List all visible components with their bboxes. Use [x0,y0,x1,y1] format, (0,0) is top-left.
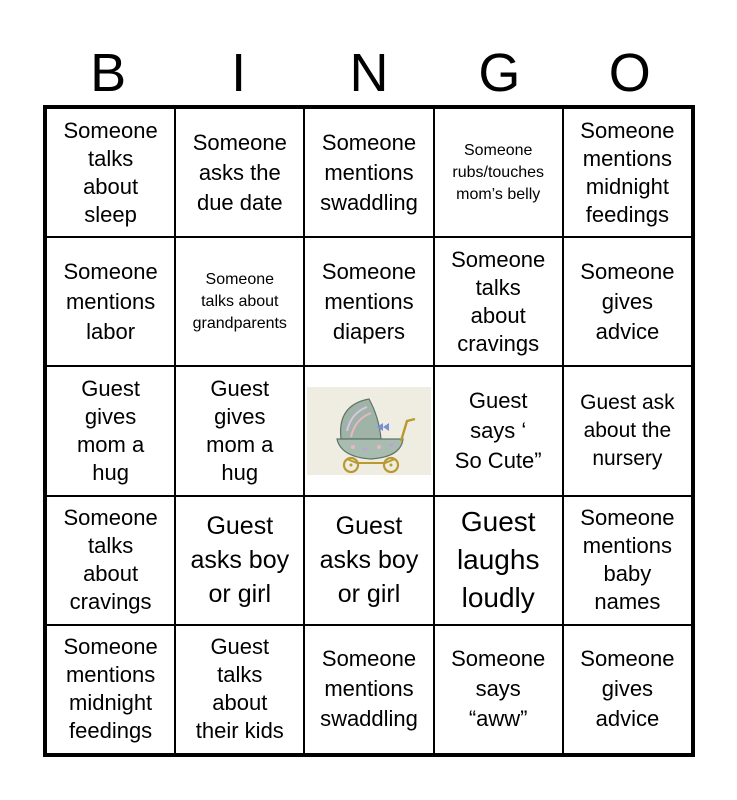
cell-text: Someone gives advice [580,258,675,344]
bingo-card [43,105,695,757]
cell-text: Guest says ‘ So Cute” [454,387,542,473]
header-letter-n: N [349,43,389,103]
bingo-cell-g5[interactable] [434,625,563,754]
header-letter-i: I [231,43,247,103]
cell-text: Guest gives mom a hug [76,375,145,485]
cell-text: Someone mentions midnight feedings [63,634,158,744]
cell-text: Guest ask about the nursery [580,390,675,470]
header-letter-b: B [90,43,127,103]
baby-carriage-icon [307,387,431,475]
cell-text: Someone talks about grandparents [192,270,287,332]
cell-text: Guest asks boy or girl [319,512,419,609]
bingo-cell-g1[interactable] [434,108,563,237]
bingo-cell-b1[interactable] [46,108,175,237]
cell-text: Someone gives advice [580,646,675,732]
bingo-cell-b5[interactable] [46,625,175,754]
cell-text: Guest talks about their kids [195,634,284,744]
bingo-cell-n5[interactable] [304,625,433,754]
bingo-cell-b2[interactable] [46,237,175,366]
cell-text: Someone rubs/touches mom’s belly [452,141,544,203]
cell-text: Someone talks about sleep [63,117,158,227]
bingo-cell-b3[interactable] [46,366,175,495]
cell-text: Someone mentions baby names [580,505,675,615]
cell-text: Someone mentions swaddling [320,129,418,215]
bingo-header [43,38,695,108]
cell-text: Guest laughs loudly [456,506,540,614]
cell-text: Someone mentions midnight feedings [580,117,675,227]
bingo-cell-i3[interactable] [175,366,304,495]
bingo-cell-g3[interactable] [434,366,563,495]
cell-text: Someone talks about cravings [451,246,546,356]
bingo-cell-g4[interactable] [434,496,563,625]
bingo-cell-free-space[interactable] [304,366,433,495]
bingo-cell-g2[interactable] [434,237,563,366]
cell-text: Someone talks about cravings [63,505,158,615]
bingo-cell-i2[interactable] [175,237,304,366]
bingo-cell-o1[interactable] [563,108,692,237]
cell-text: Someone mentions swaddling [320,646,418,732]
bingo-cell-o2[interactable] [563,237,692,366]
header-letter-g: G [478,43,521,103]
bingo-cell-n1[interactable] [304,108,433,237]
bingo-cell-i4[interactable] [175,496,304,625]
cell-text: Guest asks boy or girl [190,512,290,609]
bingo-cell-o4[interactable] [563,496,692,625]
cell-text: Someone asks the due date [192,129,287,215]
cell-text: Guest gives mom a hug [206,375,274,485]
cell-text: Someone mentions labor [63,258,158,344]
bingo-cell-o5[interactable] [563,625,692,754]
bingo-cell-n2[interactable] [304,237,433,366]
bingo-cell-o3[interactable] [563,366,692,495]
bingo-cell-i5[interactable] [175,625,304,754]
bingo-cell-i1[interactable] [175,108,304,237]
cell-text: Someone says “aww” [451,646,546,732]
bingo-cell-n4[interactable] [304,496,433,625]
header-letter-o: O [608,43,651,103]
bingo-cell-b4[interactable] [46,496,175,625]
cell-text: Someone mentions diapers [321,258,417,344]
